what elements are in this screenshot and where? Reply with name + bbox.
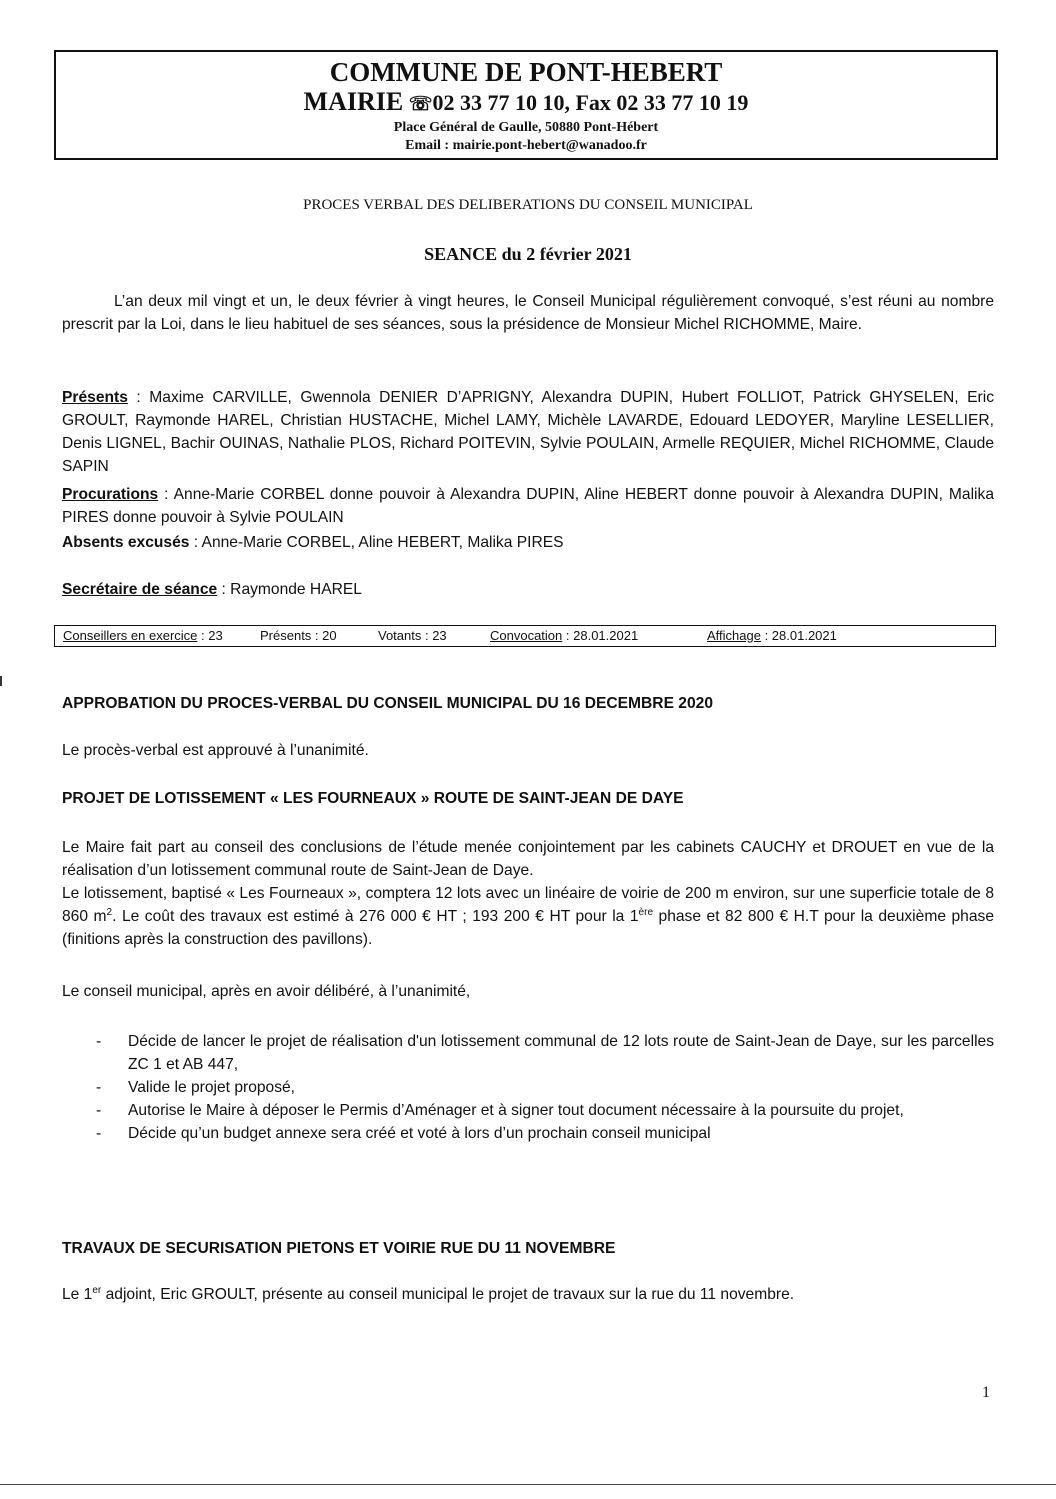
list-item-text: Autorise le Maire à déposer le Permis d’Aménager et à signer tout document nécessaire à la poursuite du projet, — [128, 1102, 904, 1119]
superscript-ere: ère — [638, 906, 653, 918]
section2-p2-b: . Le coût des travaux est estimé à 276 000 € HT ; 193 200 € HT pour la 1 — [112, 908, 639, 925]
procurations-label: Procurations — [62, 486, 159, 503]
list-item — [62, 1099, 994, 1122]
list-item — [62, 1076, 994, 1099]
stats-box — [54, 625, 996, 647]
pv-title: PROCES VERBAL DES DELIBERATIONS DU CONSEIL MUNICIPAL — [303, 197, 753, 213]
mairie-email: Email : mairie.pont-hebert@wanadoo.fr — [405, 138, 647, 153]
phone-numbers: 02 33 77 10 10, Fax 02 33 77 10 19 — [432, 90, 749, 115]
stat-convocation — [490, 626, 638, 646]
seance-date: SEANCE du 2 février 2021 — [424, 244, 632, 264]
section2-p1: Le Maire fait part au conseil des conclusions de l’étude menée conjointement par les cabinets CAUCHY et DROUET en vue de la réalisation d’un lotissement communal route de Saint-Jean de Daye. — [62, 839, 994, 879]
superscript-squared: 2 — [106, 906, 113, 918]
section2-p2-a: Le lotissement, baptisé « Les Fourneaux », comptera 12 lots avec un linéaire de voirie de 200 m environ, sur une superficie totale de 8 860 m — [62, 885, 994, 925]
stat-conseillers-value: : 23 — [197, 628, 223, 643]
presents-paragraph — [62, 386, 994, 478]
mairie-contact — [56, 88, 996, 119]
section2-p2 — [62, 882, 994, 951]
list-item-text: Décide de lancer le projet de réalisation d'un lotissement communal de 12 lots route de Saint-Jean de Daye, sur les parcelles ZC 1 et AB 447, — [128, 1033, 994, 1073]
secretaire-name: : Raymonde HAREL — [217, 581, 362, 598]
decision-list — [62, 1030, 994, 1145]
section3-text-a: Le 1 — [62, 1286, 93, 1303]
section1-title: APPROBATION DU PROCES-VERBAL DU CONSEIL MUNICIPAL DU 16 DECEMBRE 2020 — [62, 695, 713, 712]
intro-paragraph: L’an deux mil vingt et un, le deux février à vingt heures, le Conseil Municipal régulièrement convoqué, s’est réuni au nombre prescrit par la Loi, dans le lieu habituel de ses séances, sous la présidence de Monsieur Michel RICHOMME, Maire. — [62, 293, 994, 333]
list-item — [62, 1122, 994, 1145]
procurations-paragraph — [62, 483, 994, 529]
presents-label: Présents — [62, 389, 128, 406]
dash-bullet: - — [96, 1102, 102, 1119]
section2-title: PROJET DE LOTISSEMENT « LES FOURNEAUX » ROUTE DE SAINT-JEAN DE DAYE — [62, 790, 684, 807]
stat-affichage-label: Affichage — [707, 628, 761, 643]
dash-bullet: - — [96, 1079, 102, 1096]
section2-p3: Le conseil municipal, après en avoir délibéré, à l’unanimité, — [62, 983, 471, 1000]
section3-text-b: adjoint, Eric GROULT, présente au conseil municipal le projet de travaux sur la rue du 11 novembre. — [101, 1286, 795, 1303]
secretaire-label: Secrétaire de séance — [62, 581, 218, 598]
superscript-er: er — [92, 1284, 102, 1296]
stat-votants: Votants : 23 — [378, 628, 447, 643]
secretaire-paragraph — [62, 578, 994, 601]
absents-label: Absents excusés — [62, 534, 190, 551]
commune-name: COMMUNE DE PONT-HEBERT — [329, 57, 723, 87]
procurations-list: : Anne-Marie CORBEL donne pouvoir à Alexandra DUPIN, Aline HEBERT donne pouvoir à Alexandra DUPIN, Malika PIRES donne pouvoir à Sylvie POULAIN — [62, 486, 994, 526]
stat-convocation-value: : 28.01.2021 — [562, 628, 639, 643]
stat-presents: Présents : 20 — [260, 628, 337, 643]
absents-paragraph — [62, 531, 994, 554]
section1-text: Le procès-verbal est approuvé à l’unanimité. — [62, 742, 369, 759]
letterhead — [54, 50, 998, 160]
stat-conseillers-label: Conseillers en exercice — [63, 628, 198, 643]
list-item-text: Décide qu’un budget annexe sera créé et voté à lors d’un prochain conseil municipal — [128, 1125, 711, 1142]
phone-icon: ☏ — [408, 94, 433, 115]
page-number: 1 — [982, 1384, 990, 1401]
stat-affichage — [707, 626, 837, 646]
dash-bullet: - — [96, 1033, 102, 1050]
section3-text — [62, 1283, 994, 1306]
scan-edge-line — [0, 1484, 1056, 1485]
dash-bullet: - — [96, 1125, 102, 1142]
list-item — [62, 1030, 994, 1076]
stat-convocation-label: Convocation — [490, 628, 563, 643]
list-item-text: Valide le projet proposé, — [128, 1079, 296, 1096]
absents-list: : Anne-Marie CORBEL, Aline HEBERT, Malika PIRES — [189, 534, 564, 551]
scan-side-mark — [0, 676, 2, 686]
mairie-address: Place Général de Gaulle, 50880 Pont-Hébert — [393, 120, 659, 135]
presents-list: : Maxime CARVILLE, Gwennola DENIER D’APRIGNY, Alexandra DUPIN, Hubert FOLLIOT, Patrick GHYSELEN, Eric GROULT, Raymonde HAREL, Christian HUSTACHE, Michel LAMY, Michèle LAVARDE, Edouard LEDOYER, Maryline LESELLIER, Denis LIGNEL, Bachir OUINAS, Nathalie PLOS, Richard POITEVIN, Sylvie POULAIN, Armelle REQUIER, Michel RICHOMME, Claude SAPIN — [62, 389, 994, 475]
stat-conseillers — [63, 626, 223, 646]
stat-affichage-value: : 28.01.2021 — [760, 628, 837, 643]
mairie-label: MAIRIE — [303, 87, 404, 116]
section3-title: TRAVAUX DE SECURISATION PIETONS ET VOIRIE RUE DU 11 NOVEMBRE — [62, 1240, 616, 1257]
section2-p2-c: phase et 82 800 € H.T pour la deuxième phase (finitions après la construction des pavillons). — [62, 908, 994, 948]
